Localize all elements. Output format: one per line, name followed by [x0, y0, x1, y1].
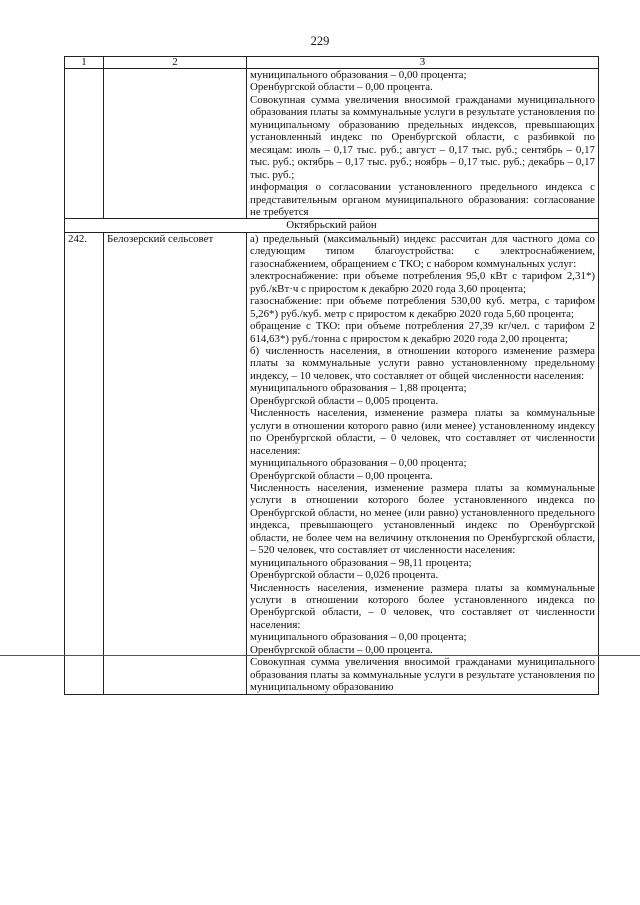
entry-line: муниципального образования – 1,88 процента; [250, 382, 467, 395]
entry-line: муниципального образования – 0,00 процента; [250, 457, 467, 470]
page-number: 229 [310, 34, 330, 48]
entry-line: Численность населения, изменение размера платы за коммунальные услуги в отношении которого более установленного индекса по Оренбургской области, – 0 человек, что составляет от численности населения: [250, 581, 595, 631]
scan-fold-line [0, 655, 640, 656]
continuation-line: информация о согласовании установленного предельного индекса с представительным органом муниципального образования: согласование не требуется [250, 181, 595, 218]
column-header-1: 1 [65, 57, 104, 69]
column-header-2: 2 [104, 57, 247, 69]
entry-line: Оренбургской области – 0,026 процента. [250, 569, 439, 582]
entry-line: Оренбургской области – 0,00 процента. [250, 469, 433, 482]
continuation-line: Оренбургской области – 0,00 процента. [250, 81, 433, 94]
entry-row [65, 232, 599, 694]
continuation-row [65, 69, 599, 219]
indices-table [64, 56, 599, 695]
entry-line: Совокупная сумма увеличения вносимой гражданами муниципального образования платы за коммунальные услуги в результате установления по муниципальному образованию [250, 656, 595, 694]
continuation-line: муниципального образования – 0,00 процента; [250, 69, 467, 81]
section-title: Октябрьский район [65, 219, 599, 232]
entry-line: муниципального образования – 98,11 процента; [250, 556, 472, 569]
entry-line: электроснабжение: при объеме потребления 95,0 кВт с тарифом 2,31*) руб./кВт·ч с приростом к декабрю 2020 года 3,60 процента; [250, 270, 595, 295]
entry-line: муниципального образования – 0,00 процента; [250, 631, 467, 644]
column-header-3: 3 [247, 57, 599, 69]
entry-number: 242. [65, 232, 104, 694]
continuation-text-cell [247, 69, 599, 219]
entry-line: газоснабжение: при объеме потребления 530,00 куб. метра, с тарифом 5,26*) руб./куб. метр с приростом к декабрю 2020 года 5,60 процента; [250, 295, 595, 320]
entry-line: Оренбургской области – 0,00 процента. [250, 643, 433, 656]
entry-line: а) предельный (максимальный) индекс рассчитан для частного дома со следующим типом благоустройства: с электроснабжением, газоснабжением, обращением с ТКО; с набором коммунальных услуг: [250, 232, 595, 270]
continuation-number-cell [65, 69, 104, 219]
entry-name: Белозерский сельсовет [104, 232, 247, 694]
entry-line: Численность населения, изменение размера платы за коммунальные услуги в отношении которого более установленного индекса по Оренбургской области, но менее (или равно) установленного предельного индекса, превышающего установленный индекс по Оренбургской области, не более чем на величину отклонения по Оренбургской области, – 520 человек, что составляет от численности населения: [250, 481, 595, 557]
continuation-line: Совокупная сумма увеличения вносимой гражданами муниципального образования платы за коммунальные услуги в результате установления по муниципальному образованию предельных индексов, превышающих установленный индекс по Оренбургской области, с разбивкой по месяцам: июль – 0,17 тыс. руб.; август – 0,17 тыс. руб.; сентябрь – 0,17 тыс. руб.; октябрь – 0,17 тыс. руб.; ноябрь – 0,17 тыс. руб.; декабрь – 0,17 тыс. руб.; [250, 93, 595, 181]
continuation-name-cell [104, 69, 247, 219]
entry-text-cell [247, 232, 599, 694]
entry-line: обращение с ТКО: при объеме потребления 27,39 кг/чел. с тарифом 2 614,63*) руб./тонна с приростом к декабрю 2020 года 2,00 процента; [250, 320, 595, 345]
column-header-row [65, 57, 599, 69]
entry-line: Оренбургской области – 0,005 процента. [250, 394, 439, 407]
section-row [65, 219, 599, 232]
entry-line: б) численность населения, в отношении которого изменение размера платы за коммунальные услуги равно установленному предельному индексу, – 10 человек, что составляет от общей численности населения: [250, 344, 595, 382]
entry-line: Численность населения, изменение размера платы за коммунальные услуги в отношении которого равно (или менее) установленному индексу по Оренбургской области, – 0 человек, что составляет от численности населения: [250, 407, 595, 457]
